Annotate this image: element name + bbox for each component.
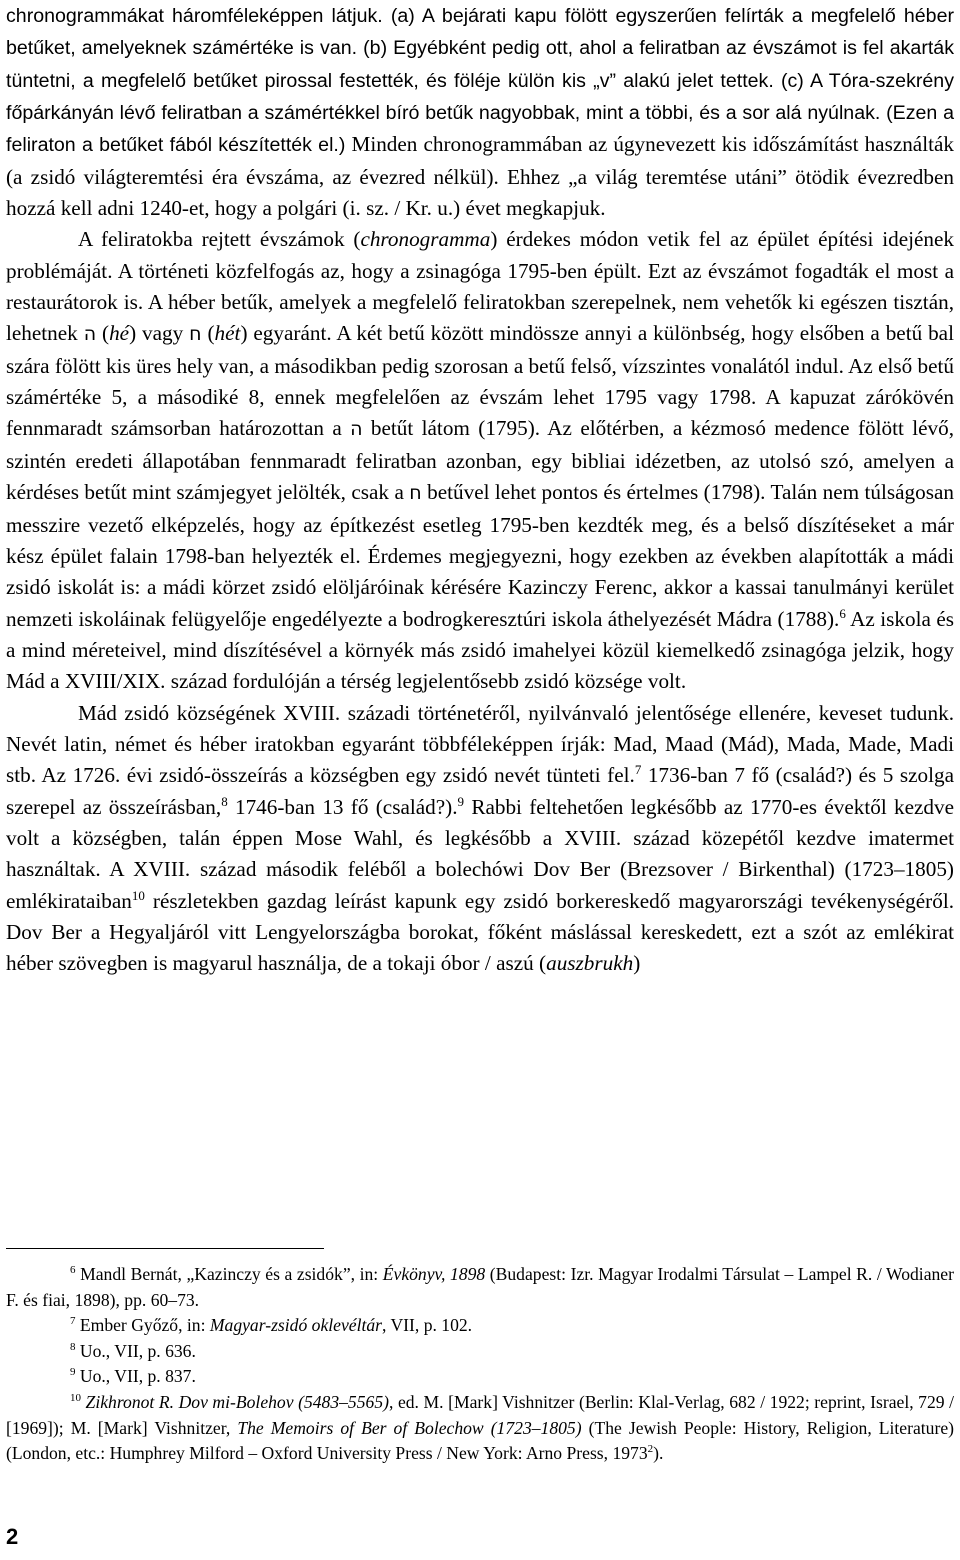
text-span: Mád zsidó községének XVIII. századi történetéről, nyilvánvaló jelentősége ellenére, keveset tudunk. Nevét latin, német és héber iratokban egyaránt többféleképpen írják: Mad, Maad (Mád), Mada, Made, Madi stb. Az 1726. évi zsidó-összeírás a községben egy zsidó nevét tünteti fel. xyxy=(6,700,954,788)
footnote-ref-6[interactable]: 6 xyxy=(839,605,846,621)
paragraph-1-serif-part: Minden chronogrammában az úgynevezett kis időszámítást használták (a zsidó világteremtési éra évszáma, az évezred nélkül). Ehhez „a világ teremtése utáni” ötödik évezredben hozzá kell adni 1240-et, hogy a polgári (i. sz. / Kr. u.) évet megkapjuk. xyxy=(6,132,954,221)
text-span: A feliratokba rejtett évszámok ( xyxy=(78,227,361,252)
footnote-italic: The Memoirs of Ber of Bolechow (1723–1805) xyxy=(237,1417,582,1438)
footnote-6 xyxy=(6,1262,954,1313)
italic-term: auszbrukh xyxy=(546,951,634,976)
text-span: 1736-ban 7 fő (család?) és 5 szolga szerepel az összeírásban, xyxy=(6,763,955,819)
page-number: 2 xyxy=(6,1524,19,1549)
footnote-text: Mandl Bernát, „Kazinczy és a zsidók”, in: xyxy=(75,1264,383,1284)
text-span: ) xyxy=(633,951,641,976)
footnote-number: 10 xyxy=(70,1392,81,1405)
text-span: ( xyxy=(201,321,215,346)
footnote-text: Uo., VII, p. 837. xyxy=(75,1366,196,1387)
footnotes xyxy=(6,1262,954,1467)
footnote-text: Uo., VII, p. 636. xyxy=(75,1340,196,1361)
footnote-text: Ember Győző, in: xyxy=(75,1315,210,1336)
footnote-number: 8 xyxy=(70,1340,76,1353)
paragraph-1-sans-part: chronogrammákat háromféleképpen látjuk. (a) A bejárati kapu fölött egyszerűen felírták a megfelelő héber betűket, amelyeknek számértéke is van. (b) Egyébként pedig ott, ahol a feliratban az évszámot is fel akarták tüntetni, a megfelelő betűket pirossal festették, és föléje külön kis „v” alakú jelet tettek. (c) A Tóra-szekrény főpárkányán lévő feliratban a számértékkel bíró betűk nagyobbak, mint a többi, és a sor alá nyúlnak. (Ezen a feliraton a betűket fából készítették el.) xyxy=(6,5,954,157)
paragraph-2 xyxy=(6,224,954,697)
hebrew-letter-het: ח xyxy=(409,482,422,505)
footnote-text: (Budapest: Izr. Magyar Irodalmi Társulat – Lampel R. / Wodianer F. és fiai, 1898), pp. 60–73. xyxy=(6,1264,954,1310)
text-span: ) egyaránt. A két betű között mindössze annyi a különbség, hogy elsőben a betű bal szára fölött kis üres hely van, a másodikban pedig szorosan a betű felső, vízszintes vonalától indul. Az első betű számértéke 5, a másodiké 8, ennek megfelelően az évszám lehet 1795 vagy 1798. A kapuzat zárókövén fennmaradt számsorban határozottan a xyxy=(6,321,954,441)
footnote-italic: Zikhronot R. Dov mi-Bolehov (5483–5565) xyxy=(81,1391,389,1412)
text-span: részletekben gazdag leírást kapunk egy zsidó borkereskedő magyarországi tevékenységéről. Dov Ber a Hegyaljáról vitt Lengyelországba borokat, főként máslással kereskedett, ezt a szót az emlékirat héber szövegben is magyarul használja, de a tokaji óbor / aszú ( xyxy=(6,888,954,976)
footnote-text: , ed. M. [Mark] Vishnitzer (Berlin: Klal-Verlag, 682 / 1922; reprint, Israel, 729 / [1969]); M. [Mark] Vishnitzer, xyxy=(6,1391,954,1438)
footnote-separator xyxy=(6,1248,324,1249)
text-span: ) vagy xyxy=(129,321,190,346)
footnote-ref-9[interactable]: 9 xyxy=(457,793,465,809)
main-text xyxy=(6,0,954,980)
text-span: betűvel lehet pontos és értelmes (1798). Talán nem túlságosan messzire vezető elképzelés, hogy az építkezést esetleg 1795-ben kezdték meg, és a belső díszítéseket a már kész épület falain 1798-ban helyezték el. Érdemes megjegyezni, hogy ezekben az években alapították a mádi zsidó iskolát is: a mádi körzet zsidó elöljáróinak kérésére Kazinczy Ferenc, akkor a kassai tanulmányi kerület nemzeti iskoláinak felügyelője engedélyezte a bodrogkeresztúri iskola áthelyezését Mádra (1788). xyxy=(6,480,954,631)
footnote-ref-8[interactable]: 8 xyxy=(221,793,228,809)
footnote-italic: Magyar-zsidó oklevéltár xyxy=(209,1315,382,1336)
footnote-number: 6 xyxy=(70,1264,76,1277)
footnote-ref-7[interactable]: 7 xyxy=(634,762,642,778)
text-span: betűt látom (1795). Az előtérben, a kézmosó medence fölött lévő, szintén eredeti állapotában fennmaradt feliratban azonban, egy bibliai idézetben, az utolsó szó, amelyen a kérdéses betűt mint számjegyet jelölték, csak a xyxy=(6,416,955,505)
text-span: ( xyxy=(96,321,110,346)
edition-superscript: 2 xyxy=(647,1443,654,1456)
italic-term: chronogramma xyxy=(360,227,491,252)
footnote-9 xyxy=(6,1364,954,1390)
footnote-text: ). xyxy=(653,1443,664,1464)
paragraph-3 xyxy=(6,698,954,980)
footnote-10 xyxy=(6,1390,954,1467)
footnote-italic: Évkönyv, 1898 xyxy=(382,1264,486,1284)
hebrew-letter-he: ה xyxy=(83,323,97,346)
hebrew-letter-het: ח xyxy=(189,323,202,346)
text-span: ) érdekes módon vetik fel az épület építési idejének problémáját. A történeti közfelfogás az, hogy a zsinagóga 1795-ben épült. Ezt az évszámot fogadták el most a restaurátorok is. A héber betűk, amelyek a megfelelő feliratokban szerepelnek, nem vehetők ki egészen tisztán, lehetnek xyxy=(6,227,954,346)
italic-term: hét xyxy=(214,321,241,346)
footnote-8 xyxy=(6,1339,954,1365)
footnote-ref-10[interactable]: 10 xyxy=(131,887,145,903)
footnote-number: 9 xyxy=(70,1366,76,1379)
footnote-7 xyxy=(6,1313,954,1339)
footnote-number: 7 xyxy=(70,1315,76,1328)
text-span: 1746-ban 13 fő (család?). xyxy=(227,794,458,819)
footnote-text: (The Jewish People: History, Religion, Literature) (London, etc.: Humphrey Milford – Oxford University Press / New York: Arno Press, 1973 xyxy=(6,1417,954,1464)
hebrew-letter-he: ה xyxy=(350,418,363,441)
text-span: Az iskola és a mind méreteivel, mind díszítésével a környék más zsidó imahelyei közül kiemelkedő zsinagóga jelzik, hogy Mád a XVIII/XIX. század fordulóján a térség legjelentősebb zsidó községe volt. xyxy=(6,606,955,694)
paragraph-1 xyxy=(6,0,954,224)
italic-term: hé xyxy=(109,321,130,346)
text-span: Rabbi feltehetően legkésőbb az 1770-es évektől kezdve volt a községben, talán éppen Mose Wahl, és legkésőbb a XVIII. század közepétől kezdve imatermet használtak. A XVIII. század második feléből a bolechówi Dov Ber (Brezsover / Birkenthal) (1723–1805) emlékirataiban xyxy=(6,794,955,913)
footnote-text: , VII, p. 102. xyxy=(382,1315,473,1336)
